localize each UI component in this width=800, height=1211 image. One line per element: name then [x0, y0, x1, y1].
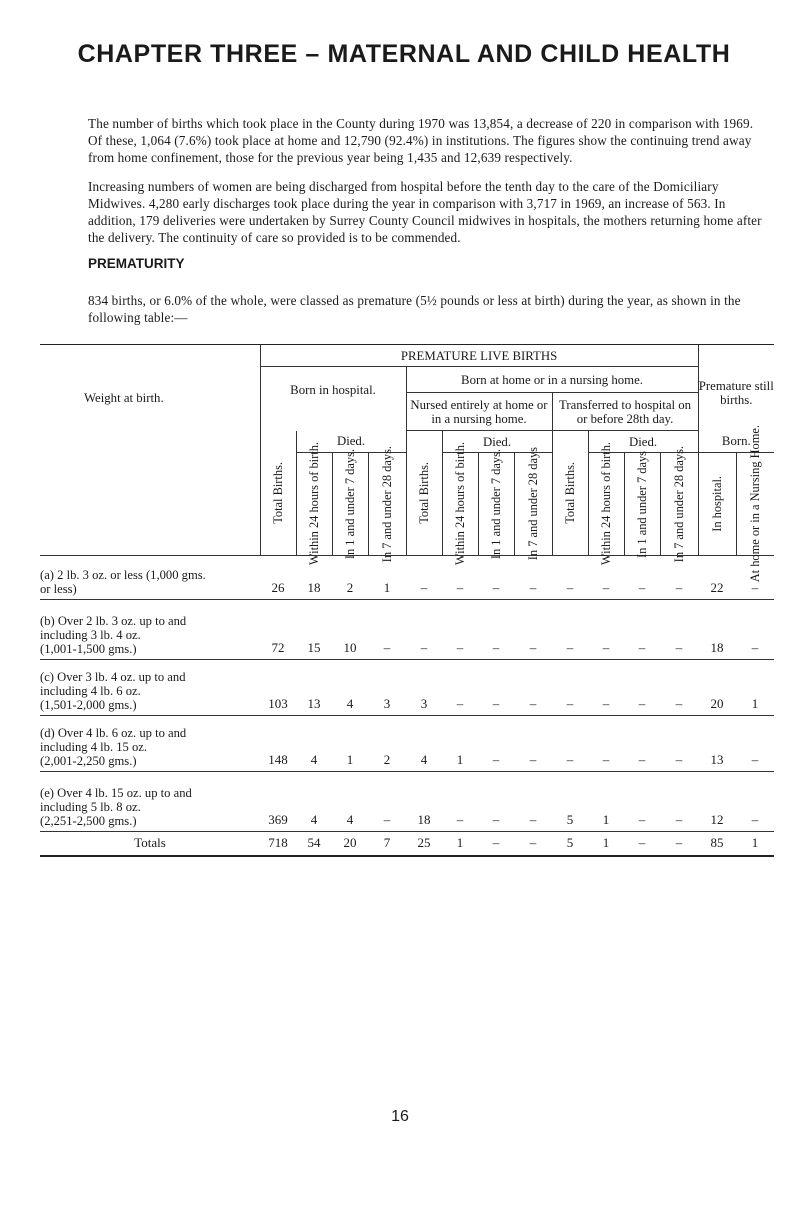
table-cell: –: [406, 600, 442, 660]
table-row: [40, 716, 774, 772]
table-cell: –: [368, 600, 406, 660]
table-cell: 5: [552, 772, 588, 832]
table-cell: 1: [442, 716, 478, 772]
transferred-within-24h-header: Within 24 hours of birth.: [588, 453, 624, 556]
table-cell: –: [478, 556, 514, 600]
nursed-total-births-header: Total Births.: [406, 431, 442, 556]
table-cell: –: [624, 556, 660, 600]
table-cell: –: [368, 772, 406, 832]
table-cell: –: [588, 716, 624, 772]
table-cell: 12: [698, 772, 736, 832]
table-cell: 2: [332, 556, 368, 600]
table-cell: –: [406, 556, 442, 600]
weight-header: Weight at birth.: [40, 345, 260, 453]
table-cell: 18: [296, 556, 332, 600]
still-born-header: Born.: [698, 431, 774, 453]
table-cell: 1: [736, 660, 774, 716]
row-label-line: (2,001-2,250 gms.): [40, 754, 137, 768]
table-cell: 4: [296, 772, 332, 832]
section-heading-prematurity: PREMATURITY: [88, 256, 185, 271]
table-cell: 22: [698, 556, 736, 600]
totals-cell: 85: [698, 832, 736, 856]
table-cell: –: [588, 600, 624, 660]
row-label-line: (c) Over 3 lb. 4 oz. up to and: [40, 670, 186, 684]
table-cell: –: [736, 600, 774, 660]
table-cell: 103: [260, 660, 296, 716]
prematurity-table: [40, 344, 774, 857]
table-cell: –: [514, 772, 552, 832]
table-cell: 148: [260, 716, 296, 772]
row-label-line: (a) 2 lb. 3 oz. or less (1,000 gms.: [40, 568, 206, 582]
table-row: [40, 772, 774, 832]
table-cell: –: [624, 716, 660, 772]
table-cell: –: [660, 772, 698, 832]
totals-cell: 1: [588, 832, 624, 856]
table-cell: 4: [406, 716, 442, 772]
table-cell: –: [624, 772, 660, 832]
transferred-total-births-header: Total Births.: [552, 431, 588, 556]
table-cell: –: [514, 660, 552, 716]
paragraph-prematurity: 834 births, or 6.0% of the whole, were classed as premature (5½ pounds or less at birth) during the year, as shown in the following table:—: [88, 293, 741, 325]
row-label-line: or less): [40, 582, 77, 596]
table-cell: –: [442, 660, 478, 716]
table-cell: 18: [406, 772, 442, 832]
table-cell: –: [514, 600, 552, 660]
table-cell: –: [514, 556, 552, 600]
row-label: [40, 772, 260, 832]
table-cell: –: [588, 660, 624, 716]
transferred-7-to-28-days-header: In 7 and under 28 days.: [660, 453, 698, 556]
premature-live-births-header: PREMATURE LIVE BIRTHS: [260, 345, 698, 367]
table-cell: –: [478, 660, 514, 716]
hospital-1-to-7-days-header: In 1 and under 7 days.: [332, 453, 368, 556]
transferred-died-header: Died.: [588, 431, 698, 453]
table-cell: –: [478, 772, 514, 832]
table-cell: –: [442, 772, 478, 832]
table-cell: –: [552, 600, 588, 660]
table-cell: 3: [406, 660, 442, 716]
totals-cell: –: [660, 832, 698, 856]
table-cell: –: [624, 600, 660, 660]
table-cell: 26: [260, 556, 296, 600]
table-cell: 3: [368, 660, 406, 716]
row-label-line: (d) Over 4 lb. 6 oz. up to and: [40, 726, 187, 740]
table-cell: 10: [332, 600, 368, 660]
table-row: [40, 660, 774, 716]
row-label-line: including 5 lb. 8 oz.: [40, 800, 141, 814]
totals-cell: 718: [260, 832, 296, 856]
table-cell: –: [552, 556, 588, 600]
page-number: 16: [391, 1108, 409, 1125]
table-cell: 4: [332, 772, 368, 832]
still-at-home-header: At home or in a Nursing Home.: [736, 453, 774, 556]
table-cell: –: [624, 660, 660, 716]
nursed-at-home-header: Nursed entirely at home or in a nursing home.: [406, 393, 552, 431]
hospital-within-24h-header: Within 24 hours of birth.: [296, 453, 332, 556]
table-cell: –: [736, 556, 774, 600]
premature-still-births-header: Premature still births.: [698, 345, 774, 431]
table-cell: –: [442, 556, 478, 600]
table-cell: –: [736, 772, 774, 832]
table-cell: 2: [368, 716, 406, 772]
prematurity-table-wrapper: [40, 344, 774, 857]
table-cell: 4: [332, 660, 368, 716]
born-in-hospital-header: Born in hospital.: [260, 367, 406, 431]
transferred-header: Transferred to hospital on or before 28th day.: [552, 393, 698, 431]
table-row: [40, 556, 774, 600]
totals-cell: 25: [406, 832, 442, 856]
table-cell: 13: [698, 716, 736, 772]
hospital-total-births-header: Total Births.: [260, 431, 296, 556]
row-label-line: including 4 lb. 6 oz.: [40, 684, 141, 698]
nursed-within-24h-header: Within 24 hours of birth.: [442, 453, 478, 556]
row-label-line: (1,001-1,500 gms.): [40, 642, 137, 656]
row-label: [40, 660, 260, 716]
table-cell: 20: [698, 660, 736, 716]
table-cell: –: [552, 716, 588, 772]
totals-cell: 54: [296, 832, 332, 856]
table-cell: 369: [260, 772, 296, 832]
table-cell: –: [442, 600, 478, 660]
table-cell: –: [588, 556, 624, 600]
row-label: [40, 556, 260, 600]
totals-cell: 5: [552, 832, 588, 856]
totals-label: Totals: [40, 832, 260, 856]
totals-cell: –: [514, 832, 552, 856]
table-cell: 1: [368, 556, 406, 600]
row-label: [40, 600, 260, 660]
weight-header-spacer: [40, 453, 260, 556]
table-cell: 15: [296, 600, 332, 660]
table-cell: 1: [588, 772, 624, 832]
nursed-7-to-28-days-header: In 7 and under 28 days: [514, 453, 552, 556]
row-label-line: (e) Over 4 lb. 15 oz. up to and: [40, 786, 192, 800]
transferred-1-to-7-days-header: In 1 and under 7 days: [624, 453, 660, 556]
hospital-7-to-28-days-header: In 7 and under 28 days.: [368, 453, 406, 556]
table-cell: –: [736, 716, 774, 772]
row-label: [40, 716, 260, 772]
nursed-died-header: Died.: [442, 431, 552, 453]
totals-cell: 1: [736, 832, 774, 856]
table-cell: –: [660, 600, 698, 660]
table-cell: 1: [332, 716, 368, 772]
totals-cell: 1: [442, 832, 478, 856]
row-label-line: including 4 lb. 15 oz.: [40, 740, 148, 754]
table-cell: –: [660, 556, 698, 600]
table-cell: 13: [296, 660, 332, 716]
table-cell: 4: [296, 716, 332, 772]
totals-cell: 7: [368, 832, 406, 856]
totals-cell: 20: [332, 832, 368, 856]
nursed-1-to-7-days-header: In 1 and under 7 days.: [478, 453, 514, 556]
table-row: [40, 600, 774, 660]
totals-row: [40, 832, 774, 856]
totals-cell: –: [624, 832, 660, 856]
paragraph-births: The number of births which took place in the County during 1970 was 13,854, a decrease of 220 in comparison with 1969. Of these, 1,064 (7.6%) took place at home and 12,790 (92.4%) in institutions. The figures show the continuing trend away from home confinement, those for the previous year being 1,435 and 12,639 respectively.: [88, 116, 754, 165]
chapter-heading: CHAPTER THREE – MATERNAL AND CHILD HEALTH: [77, 40, 731, 68]
row-label-line: (2,251-2,500 gms.): [40, 814, 137, 828]
totals-cell: –: [478, 832, 514, 856]
born-at-home-header: Born at home or in a nursing home.: [406, 367, 698, 393]
row-label-line: including 3 lb. 4 oz.: [40, 628, 141, 642]
table-cell: –: [660, 716, 698, 772]
still-in-hospital-header: In hospital.: [698, 453, 736, 556]
row-label-line: (b) Over 2 lb. 3 oz. up to and: [40, 614, 187, 628]
row-label-line: (1,501-2,000 gms.): [40, 698, 137, 712]
table-cell: 18: [698, 600, 736, 660]
table-cell: –: [478, 600, 514, 660]
table-cell: –: [478, 716, 514, 772]
table-cell: –: [514, 716, 552, 772]
table-cell: –: [660, 660, 698, 716]
hospital-died-header: Died.: [296, 431, 406, 453]
table-cell: 72: [260, 600, 296, 660]
paragraph-discharges: Increasing numbers of women are being discharged from hospital before the tenth day to the care of the Domiciliary Midwives. 4,280 early discharges took place during the year in comparison with 3,717 in 1969, an increase of 563. In addition, 179 deliveries were undertaken by Surrey County Council midwives in hospitals, the mothers returning home after the delivery. The continuity of care so provided is to be commended.: [88, 179, 762, 245]
table-cell: –: [552, 660, 588, 716]
